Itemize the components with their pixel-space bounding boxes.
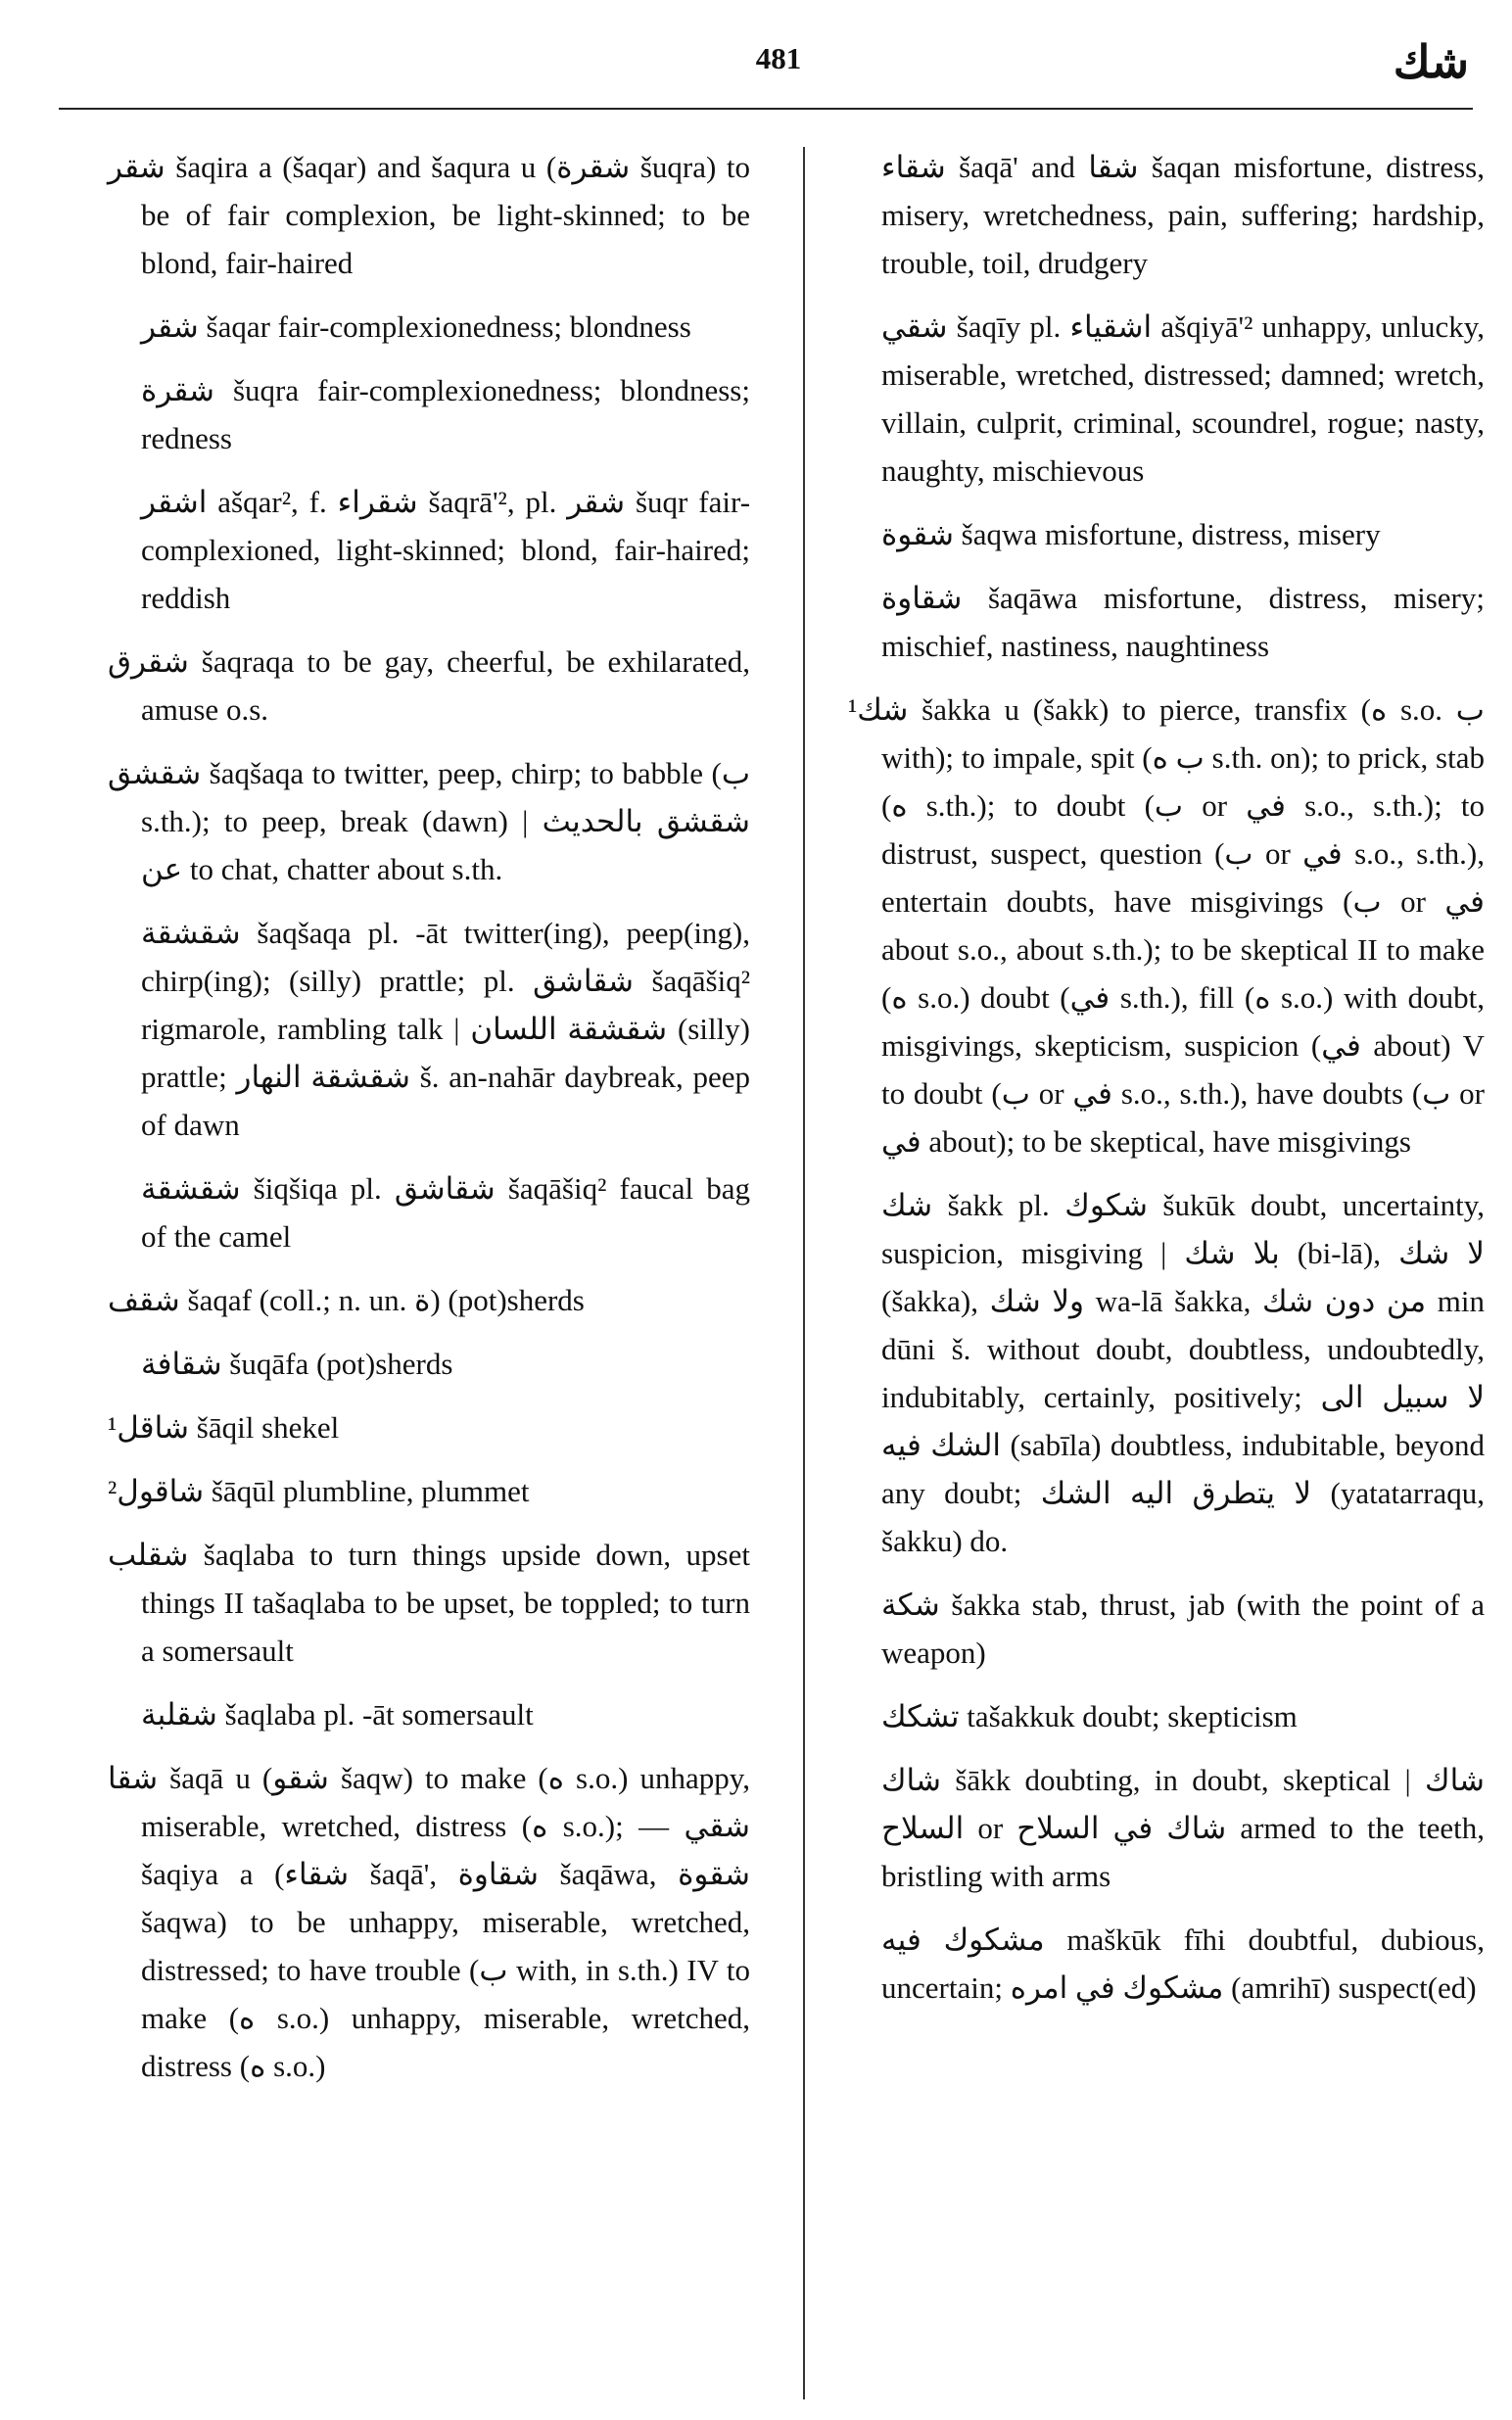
dictionary-entry: شقاوة šaqāwa misfortune, distress, misery; mischief, nastiness, naughtiness <box>881 581 1485 663</box>
dictionary-entry: شقر šaqar fair-complexionedness; blondness <box>141 309 691 344</box>
dictionary-entry: ¹شك šakka u (šakk) to pierce, transfix (ه s.o. ب with); to impale, spit (ب ه s.th. on); to prick, stab (ه s.th.); to doubt (ب or في s.o., s.th.); to distrust, suspect, question (ب or في s.o., s.th.), entertain doubts, have misgivings (ب or في about s.o., about s.th.); to be skeptical II to make (ه s.o.) doubt (في s.th.), fill (ه s.o.) with doubt, misgivings, skepticism, suspicion (في about) V to doubt (ب or في s.o., s.th.), have doubts (ب or في about); to be skeptical, have misgivings <box>848 692 1485 1159</box>
right-column <box>848 143 1485 2027</box>
dictionary-entry: شقشقة šiqšiqa pl. شقاشق šaqāšiq² faucal bag of the camel <box>141 1171 750 1254</box>
guide-word: شك <box>1393 37 1469 87</box>
dictionary-entry: شقف šaqaf (coll.; n. un. ة) (pot)sherds <box>108 1283 585 1317</box>
dictionary-entry: ¹شاقل šāqil shekel <box>108 1410 340 1445</box>
dictionary-entry: شقلب šaqlaba to turn things upside down, upset things II tašaqlaba to be upset, be toppled; to turn a somersault <box>108 1538 750 1668</box>
dictionary-entry: ²شاقول šāqūl plumbline, plummet <box>108 1474 530 1508</box>
dictionary-entry: تشكك tašakkuk doubt; skepticism <box>881 1699 1298 1733</box>
dictionary-entry: شقي šaqīy pl. اشقياء ašqiyā'² unhappy, unlucky, miserable, wretched, distressed; damned; wretch, villain, culprit, criminal, scoundrel, rogue; nasty, naughty, mischievous <box>881 309 1485 488</box>
dictionary-entry: اشقر ašqar², f. شقراء šaqrā'², pl. شقر šuqr fair-complexioned, light-skinned; blond, fair-haired; reddish <box>141 485 751 615</box>
dictionary-entry: شقافة šuqāfa (pot)sherds <box>141 1347 453 1381</box>
dictionary-entry: شقرة šuqra fair-complexionedness; blondness; redness <box>141 373 750 455</box>
dictionary-entry: شاك šākk doubting, in doubt, skeptical | شاك السلاح or شاك في السلاح armed to the teeth, bristling with arms <box>881 1763 1485 1893</box>
dictionary-entry: شقشق šaqšaqa to twitter, peep, chirp; to babble (ب s.th.); to peep, break (dawn) | شقشق بالحديث عن to chat, chatter about s.th. <box>108 756 750 886</box>
dictionary-entry: شقر šaqira a (šaqar) and šaqura u (شقرة šuqra) to be of fair complexion, be light-skinned; to be blond, fair-haired <box>108 150 750 280</box>
column-divider <box>803 147 805 2399</box>
dictionary-entry: شقاء šaqā' and شقا šaqan misfortune, distress, misery, wretchedness, pain, suffering; hardship, trouble, toil, drudgery <box>881 150 1485 280</box>
dictionary-entry: شقوة šaqwa misfortune, distress, misery <box>881 517 1381 551</box>
dictionary-entry: شقرق šaqraqa to be gay, cheerful, be exhilarated, amuse o.s. <box>108 644 750 727</box>
dictionary-entry: شقا šaqā u (شقو šaqw) to make (ه s.o.) unhappy, miserable, wretched, distress (ه s.o.); — شقي šaqiya a (شقاء šaqā', شقاوة šaqāwa, شقوة šaqwa) to be unhappy, miserable, wretched, distressed; to have trouble (ب with, in s.th.) IV to make (ه s.o.) unhappy, miserable, wretched, distress (ه s.o.) <box>108 1761 751 2083</box>
header-rule <box>59 108 1473 110</box>
page-number: 481 <box>755 41 802 75</box>
dictionary-entry: مشكوك فيه maškūk fīhi doubtful, dubious, uncertain; مشكوك في امره (amrihī) suspect(ed) <box>881 1922 1485 2005</box>
dictionary-entry: شقشقة šaqšaqa pl. -āt twitter(ing), peep(ing), chirp(ing); (silly) prattle; pl. شقاشق šaqāšiq² rigmarole, rambling talk | شقشقة اللسان (silly) prattle; شقشقة النهار š. an-nahār daybreak, peep of dawn <box>141 916 751 1142</box>
dictionary-entry: شكة šakka stab, thrust, jab (with the point of a weapon) <box>881 1588 1485 1670</box>
dictionary-entry: شقلبة šaqlaba pl. -āt somersault <box>141 1697 534 1732</box>
dictionary-entry: شك šakk pl. شكوك šukūk doubt, uncertainty, suspicion, misgiving | بلا شك (bi-lā), لا شك (šakka), ولا شك wa-lā šakka, من دون شك min dūni š. without doubt, doubtless, undoubtedly, indubitably, certainly, positively; لا سبيل الى الشك فيه (sabīla) doubtless, indubitable, beyond any doubt; لا يتطرق اليه الشك (yatatarraqu, šakku) do. <box>881 1188 1486 1558</box>
left-column <box>108 143 750 2106</box>
